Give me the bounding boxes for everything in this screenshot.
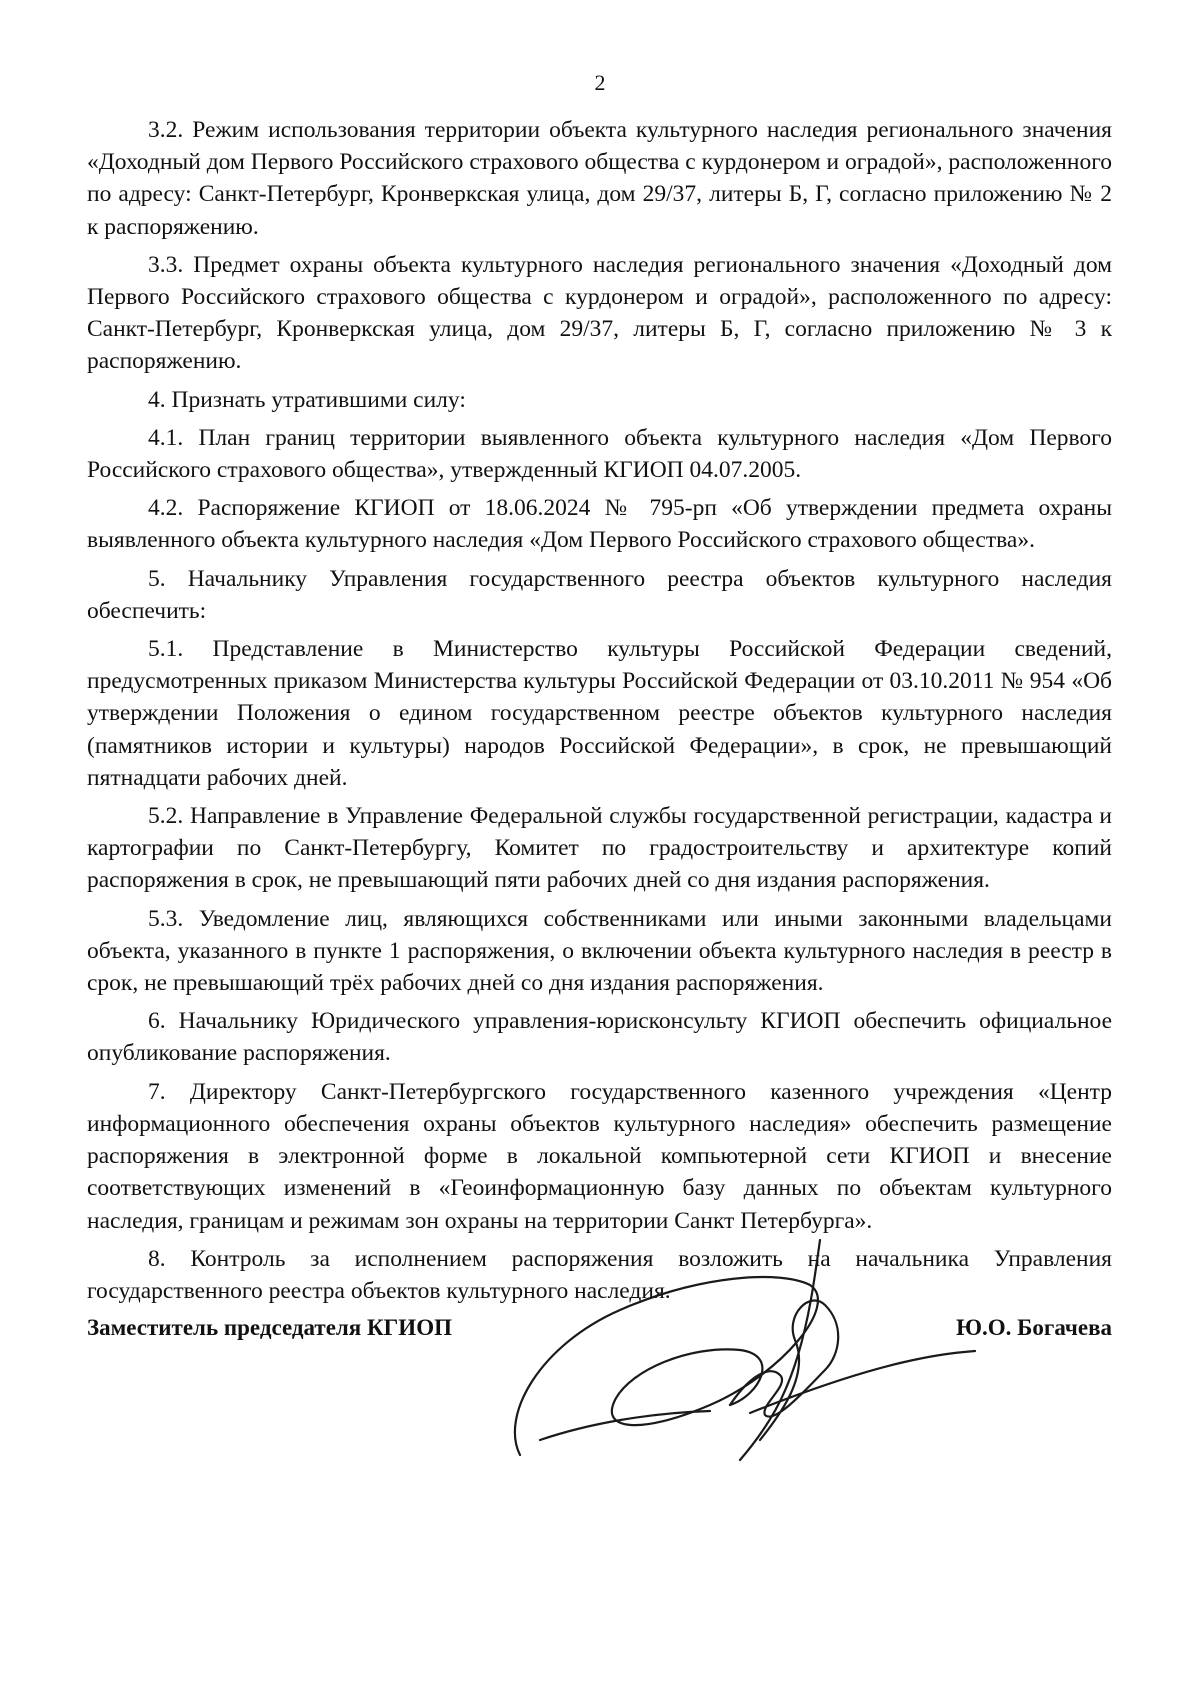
paragraph-4: 4. Признать утратившими силу:	[148, 386, 466, 413]
page-number: 2	[594, 70, 606, 95]
document-body	[87, 114, 1112, 1313]
signatory-name: Ю.О. Богачева	[956, 1315, 1112, 1340]
handwritten-signature	[480, 1225, 980, 1475]
paragraph-3-2: 3.2. Режим использования территории объекта культурного наследия регионального значения «Доходный дом Первого Российского страхового общества с курдонером и оградой», расположенного по адресу: Санкт-Петербург, Кронверкская улица, дом 29/37, литеры Б, Г, согласно приложению № 2 к распоряжению.	[87, 117, 1112, 240]
paragraph-6: 6. Начальнику Юридического управления-юрисконсульту КГИОП обеспечить официальное опубликование распоряжения.	[87, 1008, 1112, 1067]
paragraph-4-1: 4.1. План границ территории выявленного объекта культурного наследия «Дом Первого Российского страхового общества», утвержденный КГИОП 04.07.2005.	[87, 424, 1112, 484]
paragraph-5-2: 5.2. Направление в Управление Федеральной службы государственной регистрации, кадастра и картографии по Санкт-Петербургу, Комитет по градостроительству и архитектуре копий распоряжения в срок, не превышающий пяти рабочих дней со дня издания распоряжения.	[87, 803, 1112, 894]
signatory-position: Заместитель председателя КГИОП	[87, 1315, 452, 1340]
paragraph-5: 5. Начальнику Управления государственного реестра объектов культурного наследия обеспечить:	[87, 565, 1112, 624]
paragraph-8: 8. Контроль за исполнением распоряжения возложить на начальника Управления государственного реестра объектов культурного наследия.	[87, 1245, 1112, 1304]
paragraph-4-2: 4.2. Распоряжение КГИОП от 18.06.2024 № 795-рп «Об утверждении предмета охраны выявленного объекта культурного наследия «Дом Первого Российского страхового общества».	[87, 495, 1112, 554]
paragraph-5-1: 5.1. Представление в Министерство культуры Российской Федерации сведений, предусмотренных приказом Министерства культуры Российской Федерации от 03.10.2011 № 954 «Об утверждении Положения о едином государственном реестре объектов культурного наследия (памятников истории и культуры) народов Российской Федерации», в срок, не превышающий пятнадцати рабочих дней.	[87, 636, 1112, 791]
paragraph-3-3: 3.3. Предмет охраны объекта культурного наследия регионального значения «Доходный дом Первого Российского страхового общества с курдонером и оградой», расположенного по адресу: Санкт-Петербург, Кронверкская улица, дом 29/37, литеры Б, Г, согласно приложению № 3 к распоряжению.	[87, 251, 1112, 375]
paragraph-5-3: 5.3. Уведомление лиц, являющихся собственниками или иными законными владельцами объекта, указанного в пункте 1 распоряжения, о включении объекта культурного наследия в реестр в срок, не превышающий трёх рабочих дней со дня издания распоряжения.	[87, 905, 1112, 997]
paragraph-7: 7. Директору Санкт-Петербургского государственного казенного учреждения «Центр информационного обеспечения охраны объектов культурного наследия» обеспечить размещение распоряжения в электронной форме в локальной компьютерной сети КГИОП и внесение соответствующих изменений в «Геоинформационную базу данных по объектам культурного наследия, границам и режимам зон охраны на территории Санкт Петербурга».	[87, 1078, 1112, 1234]
